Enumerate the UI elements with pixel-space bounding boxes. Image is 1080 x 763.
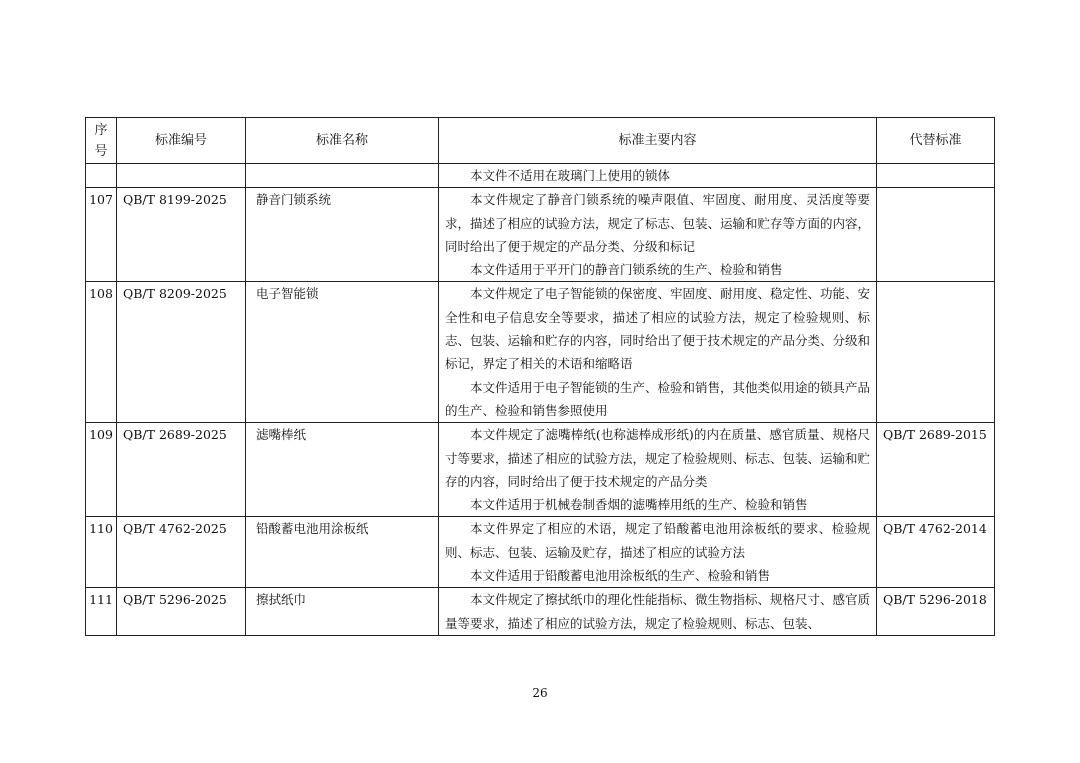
cell-name: 擦拭纸巾 (246, 588, 439, 636)
cell-content (439, 188, 877, 282)
cell-content (439, 164, 877, 188)
table-row (86, 517, 995, 588)
cell-replaced: QB/T 4762-2014 (877, 517, 995, 588)
scope-paragraph: 本文件规定了擦拭纸巾的理化性能指标、微生物指标、规格尺寸、感官质量等要求，描述了相应的试验方法，规定了检验规则、标志、包装、 (445, 592, 871, 631)
cell-name: 铅酸蓄电池用涂板纸 (246, 517, 439, 588)
cell-no: 111 (86, 588, 117, 636)
page-number: 26 (532, 686, 548, 700)
cell-code (117, 164, 246, 188)
table-row (86, 423, 995, 517)
cell-replaced: QB/T 2689-2015 (877, 423, 995, 517)
cell-code: QB/T 2689-2025 (117, 423, 246, 517)
applicability-paragraph: 本文件适用于铅酸蓄电池用涂板纸的生产、检验和销售 (470, 568, 771, 584)
continuation-paragraph: 本文件不适用在玻璃门上使用的锁体 (470, 168, 671, 183)
table-row-continuation (86, 164, 995, 188)
cell-replaced (877, 164, 995, 188)
cell-name (246, 164, 439, 188)
cell-no: 108 (86, 282, 117, 423)
cell-code: QB/T 8199-2025 (117, 188, 246, 282)
header-serial-line1: 序 (94, 122, 108, 138)
table-row (86, 282, 995, 423)
cell-code: QB/T 8209-2025 (117, 282, 246, 423)
cell-replaced: QB/T 5296-2018 (877, 588, 995, 636)
cell-content (439, 517, 877, 588)
cell-replaced (877, 282, 995, 423)
scope-paragraph: 本文件规定了电子智能锁的保密度、牢固度、耐用度、稳定性、功能、安全性和电子信息安全等要求，描述了相应的试验方法，规定了检验规则、标志、包装、运输和贮存的内容，同时给出了便于技术规定的产品分类、分级和标记，界定了相关的术语和缩略语 (445, 286, 871, 372)
cell-name: 静音门锁系统 (246, 188, 439, 282)
cell-content (439, 282, 877, 423)
cell-no: 110 (86, 517, 117, 588)
scope-paragraph: 本文件规定了滤嘴棒纸(也称滤棒成形纸)的内在质量、感官质量、规格尺寸等要求，描述了相应的试验方法，规定了检验规则、标志、包装、运输和贮存的内容，同时给出了便于技术规定的产品分类 (445, 427, 871, 489)
applicability-paragraph: 本文件适用于机械卷制香烟的滤嘴棒用纸的生产、检验和销售 (470, 497, 808, 513)
table-row (86, 588, 995, 636)
header-serial-line2: 号 (94, 143, 108, 159)
cell-code: QB/T 5296-2025 (117, 588, 246, 636)
cell-name: 电子智能锁 (246, 282, 439, 423)
cell-no: 107 (86, 188, 117, 282)
cell-code: QB/T 4762-2025 (117, 517, 246, 588)
applicability-paragraph: 本文件适用于电子智能锁的生产、检验和销售，其他类似用途的锁具产品的生产、检验和销售参照使用 (445, 379, 871, 418)
cell-name: 滤嘴棒纸 (246, 423, 439, 517)
header-serial-number (86, 118, 117, 164)
scope-paragraph: 本文件规定了静音门锁系统的噪声限值、牢固度、耐用度、灵活度等要求，描述了相应的试验方法，规定了标志、包装、运输和贮存等方面的内容，同时给出了便于规定的产品分类、分级和标记 (445, 192, 871, 254)
cell-content (439, 588, 877, 636)
header-standard-code: 标准编号 (117, 118, 246, 164)
cell-no (86, 164, 117, 188)
table-row (86, 188, 995, 282)
cell-content (439, 423, 877, 517)
table-header-row (86, 118, 995, 164)
applicability-paragraph: 本文件适用于平开门的静音门锁系统的生产、检验和销售 (470, 262, 783, 278)
header-main-content: 标准主要内容 (439, 118, 877, 164)
cell-replaced (877, 188, 995, 282)
header-standard-name: 标准名称 (246, 118, 439, 164)
standards-table (85, 117, 995, 636)
cell-no: 109 (86, 423, 117, 517)
header-replaced-standard: 代替标准 (877, 118, 995, 164)
scope-paragraph: 本文件界定了相应的术语，规定了铅酸蓄电池用涂板纸的要求、检验规则、标志、包装、运输及贮存，描述了相应的试验方法 (445, 521, 870, 560)
